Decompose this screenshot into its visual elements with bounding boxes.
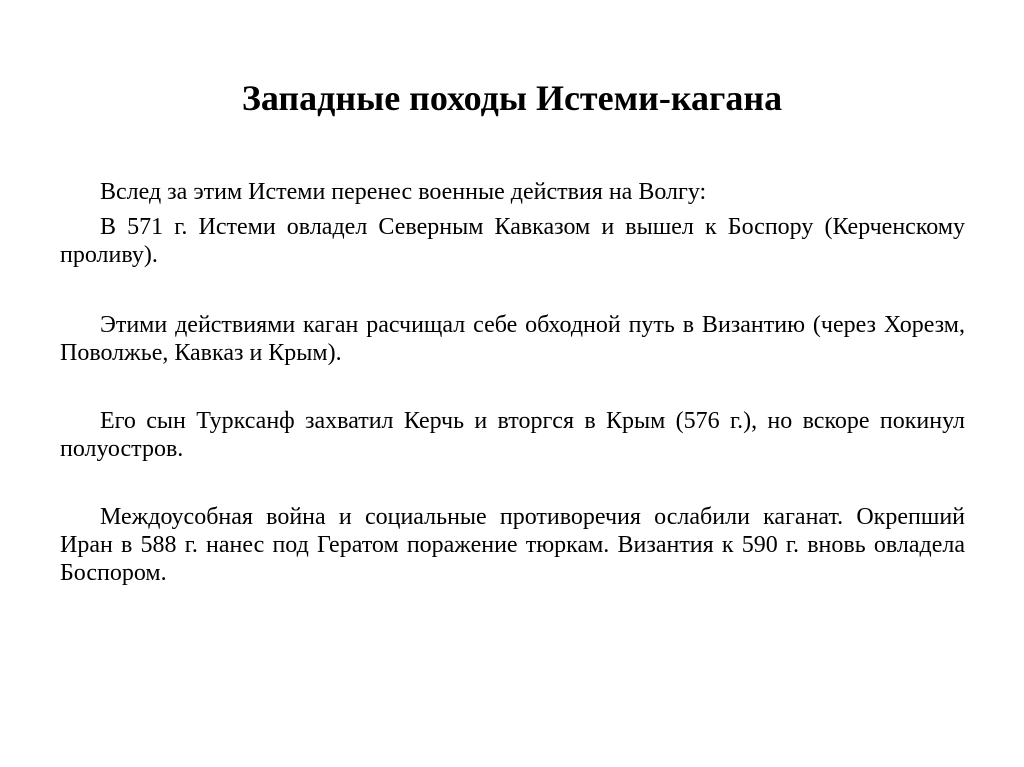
paragraph-2: В 571 г. Истеми овладел Северным Кавказом и вышел к Боспору (Керченскому проливу). xyxy=(60,214,965,268)
paragraph-4: Его сын Турксанф захватил Керчь и вторгся в Крым (576 г.), но вскоре покинул полуостров. xyxy=(60,408,965,462)
paragraph-3: Этими действиями каган расчищал себе обходной путь в Византию (через Хорезм, Поволжье, Кавказ и Крым). xyxy=(60,312,965,366)
paragraph-1: Вслед за этим Истеми перенес военные действия на Волгу: xyxy=(100,179,707,205)
slide-title: Западные походы Истеми-кагана xyxy=(241,78,783,118)
slide-body xyxy=(60,178,965,587)
paragraph-5: Междоусобная война и социальные противоречия ослабили каганат. Окрепший Иран в 588 г. нанес под Гератом поражение тюркам. Византия к 590 г. вновь овладела Боспором. xyxy=(60,504,965,586)
